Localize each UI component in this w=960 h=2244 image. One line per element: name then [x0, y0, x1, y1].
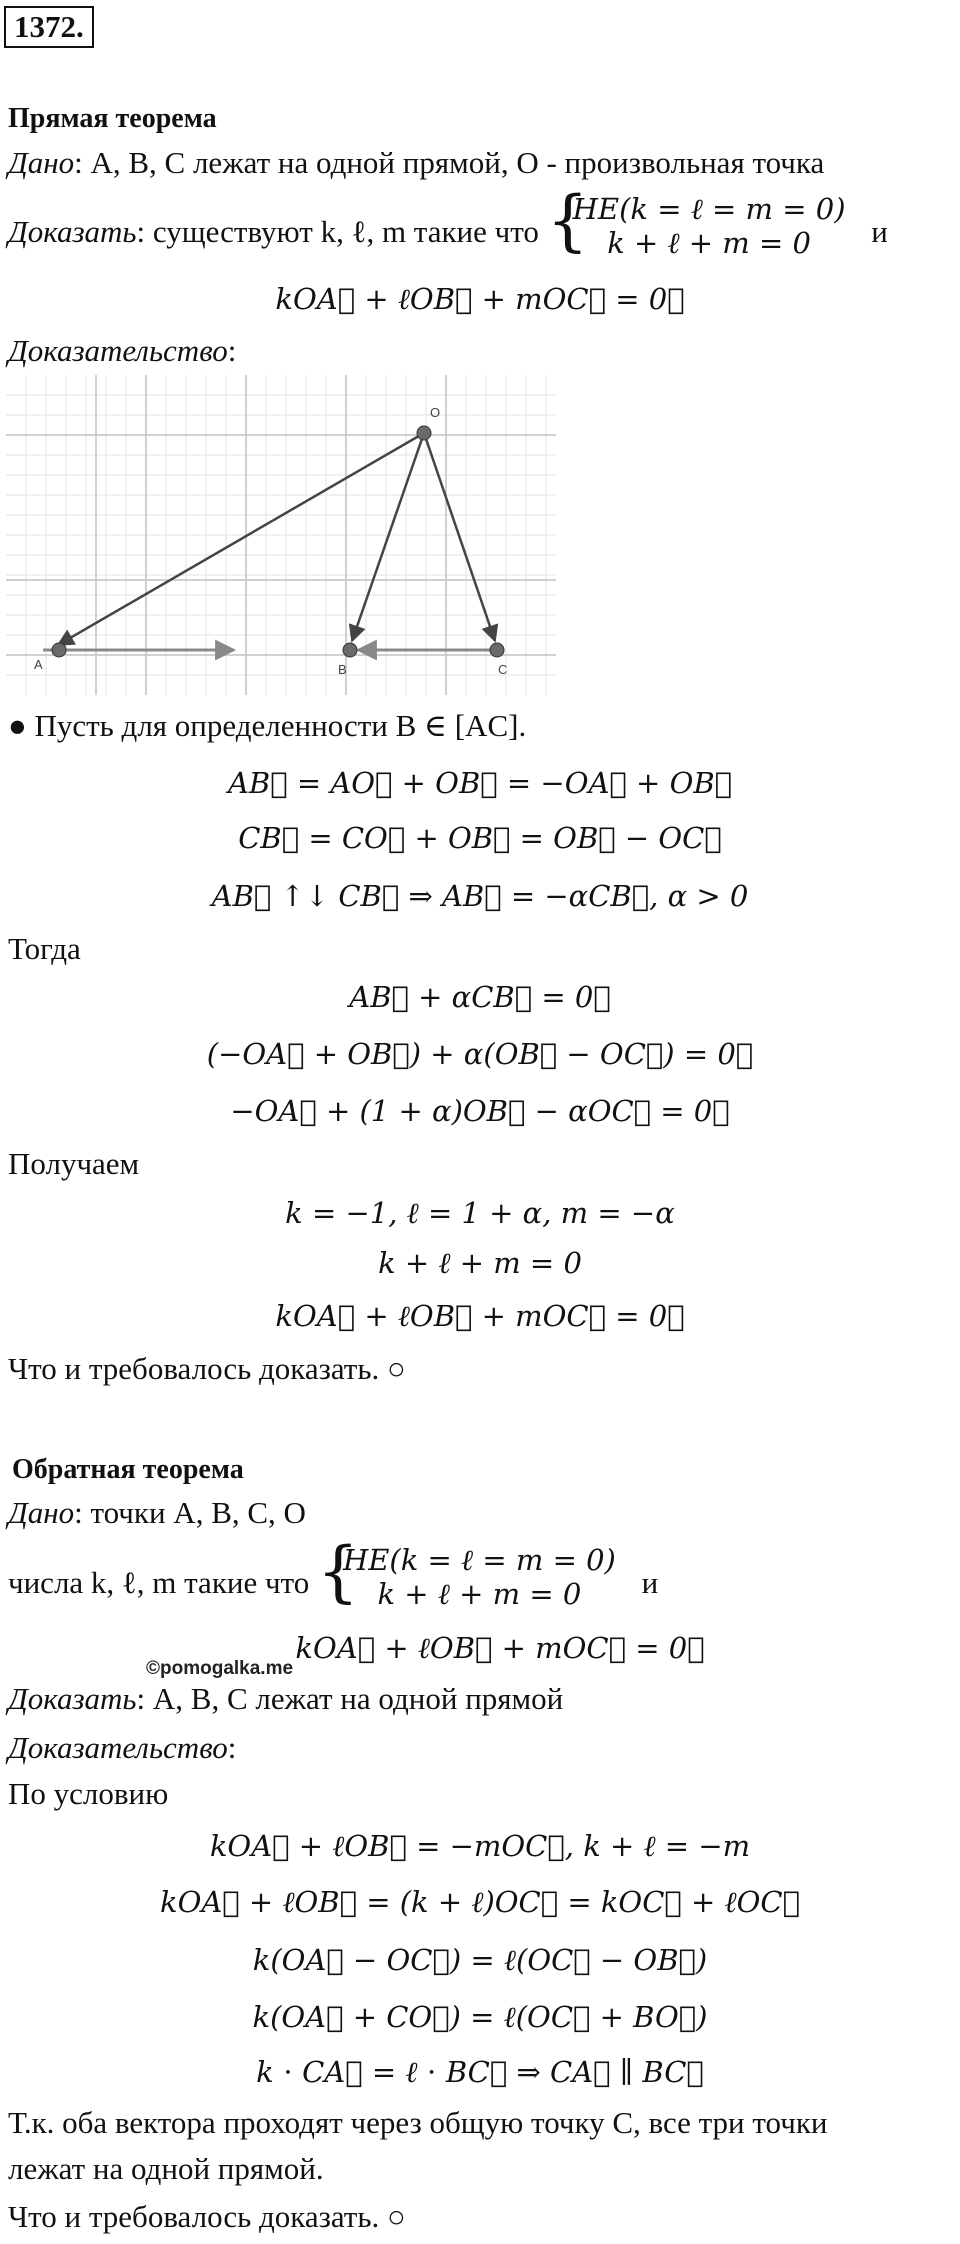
converse-equation-3: k(OA⃗ − OC⃗) = ℓ(OC⃗ − OB⃗) — [252, 1943, 708, 1977]
equation-direction: AB⃗ ↑↓ CB⃗ ⇒ AB⃗ = −αCB⃗, α > 0 — [211, 879, 749, 913]
proof-label: Доказательство — [8, 1730, 228, 1765]
point-label-c: C — [498, 662, 508, 677]
point-o — [417, 426, 431, 440]
direct-qed: Что и требовалось доказать. ○ — [8, 1351, 406, 1386]
equation-result: kOA⃗ + ℓOB⃗ + mOC⃗ = 0⃗ — [275, 1299, 685, 1333]
conclusion-line-2: лежат на одной прямой. — [8, 2151, 324, 2186]
diagram-grid — [6, 375, 556, 695]
converse-given — [8, 1494, 306, 1532]
vector-diagram — [6, 375, 556, 695]
given-text: : A, B, C лежат на одной прямой, O - произвольная точка — [74, 145, 825, 180]
by-condition: По условию — [8, 1776, 169, 1811]
equation-sum: AB⃗ + αCB⃗ = 0⃗ — [349, 980, 611, 1014]
condition-2: k + ℓ + m = 0 — [377, 1577, 582, 1611]
equation-coefficients: k = −1, ℓ = 1 + α, m = −α — [285, 1196, 675, 1230]
given-text: : точки A, B, C, O — [74, 1495, 306, 1530]
converse-main-equation: kOA⃗ + ℓOB⃗ + mOC⃗ = 0⃗ — [295, 1631, 705, 1665]
converse-theorem-title: Обратная теорема — [12, 1454, 244, 1485]
converse-proof-heading — [8, 1729, 236, 1767]
proof-colon: : — [227, 1730, 237, 1765]
point-label-b: B — [338, 662, 347, 677]
converse-numbers — [8, 1533, 659, 1629]
condition-system — [546, 182, 846, 278]
point-c — [490, 643, 504, 657]
vector-ob — [352, 433, 424, 641]
get-word: Получаем — [8, 1146, 140, 1181]
direct-prove — [8, 182, 888, 278]
equation-substituted: (−OA⃗ + OB⃗) + α(OB⃗ − OC⃗) = 0⃗ — [206, 1037, 754, 1071]
and-word: и — [871, 214, 888, 250]
then-word: Тогда — [8, 931, 81, 966]
equation-cb: CB⃗ = CO⃗ + OB⃗ = OB⃗ − OC⃗ — [238, 821, 722, 855]
point-label-o: O — [430, 405, 441, 420]
given-label: Дано — [8, 1495, 75, 1530]
brace-icon: { — [316, 1533, 359, 1610]
brace-icon: { — [546, 182, 589, 259]
converse-equation-2: kOA⃗ + ℓOB⃗ = (k + ℓ)OC⃗ = kOC⃗ + ℓOC⃗ — [160, 1885, 800, 1919]
point-b — [343, 643, 357, 657]
condition-2: k + ℓ + m = 0 — [607, 226, 811, 260]
assumption: ● Пусть для определенности B ∈ [AC]. — [8, 708, 527, 743]
prove-label: Доказать — [8, 214, 137, 250]
and-word: и — [641, 1565, 659, 1601]
given-label: Дано — [8, 145, 75, 180]
problem-number: 1372. — [4, 6, 94, 48]
direct-proof-heading — [8, 332, 236, 370]
converse-prove — [8, 1680, 563, 1718]
watermark: ©pomogalka.me — [146, 1658, 294, 1679]
converse-equation-5: k ⋅ CA⃗ = ℓ ⋅ BC⃗ ⇒ CA⃗ ∥ BC⃗ — [256, 2055, 704, 2089]
proof-label: Доказательство — [8, 333, 228, 368]
equation-ab: AB⃗ = AO⃗ + OB⃗ = −OA⃗ + OB⃗ — [227, 766, 733, 800]
condition-1: НЕ(k = ℓ = m = 0) — [572, 192, 846, 226]
point-a — [52, 643, 66, 657]
direct-theorem-title: Прямая теорема — [8, 103, 217, 134]
prove-text: : существуют k, ℓ, m такие что — [136, 214, 539, 250]
prove-label: Доказать — [8, 1681, 137, 1716]
equation-coef-sum: k + ℓ + m = 0 — [378, 1246, 582, 1280]
equation-combined: −OA⃗ + (1 + α)OB⃗ − αOC⃗ = 0⃗ — [230, 1094, 730, 1128]
converse-equation-1: kOA⃗ + ℓOB⃗ = −mOC⃗, k + ℓ = −m — [209, 1829, 751, 1863]
vector-oc — [424, 433, 495, 641]
direct-given — [8, 144, 824, 182]
conclusion-line-1: Т.к. оба вектора проходят через общую точку C, все три точки — [8, 2105, 828, 2140]
condition-system — [316, 1533, 616, 1629]
condition-1: НЕ(k = ℓ = m = 0) — [342, 1543, 616, 1577]
prove-text: : A, B, C лежат на одной прямой — [136, 1681, 564, 1716]
point-label-a: A — [34, 657, 43, 672]
vector-oa — [58, 433, 424, 645]
converse-qed: Что и требовалось доказать. ○ — [8, 2199, 406, 2234]
converse-equation-4: k(OA⃗ + CO⃗) = ℓ(OC⃗ + BO⃗) — [252, 2000, 708, 2034]
direct-main-equation: kOA⃗ + ℓOB⃗ + mOC⃗ = 0⃗ — [275, 282, 685, 316]
numbers-text: числа k, ℓ, m такие что — [8, 1565, 310, 1601]
proof-colon: : — [227, 333, 237, 368]
